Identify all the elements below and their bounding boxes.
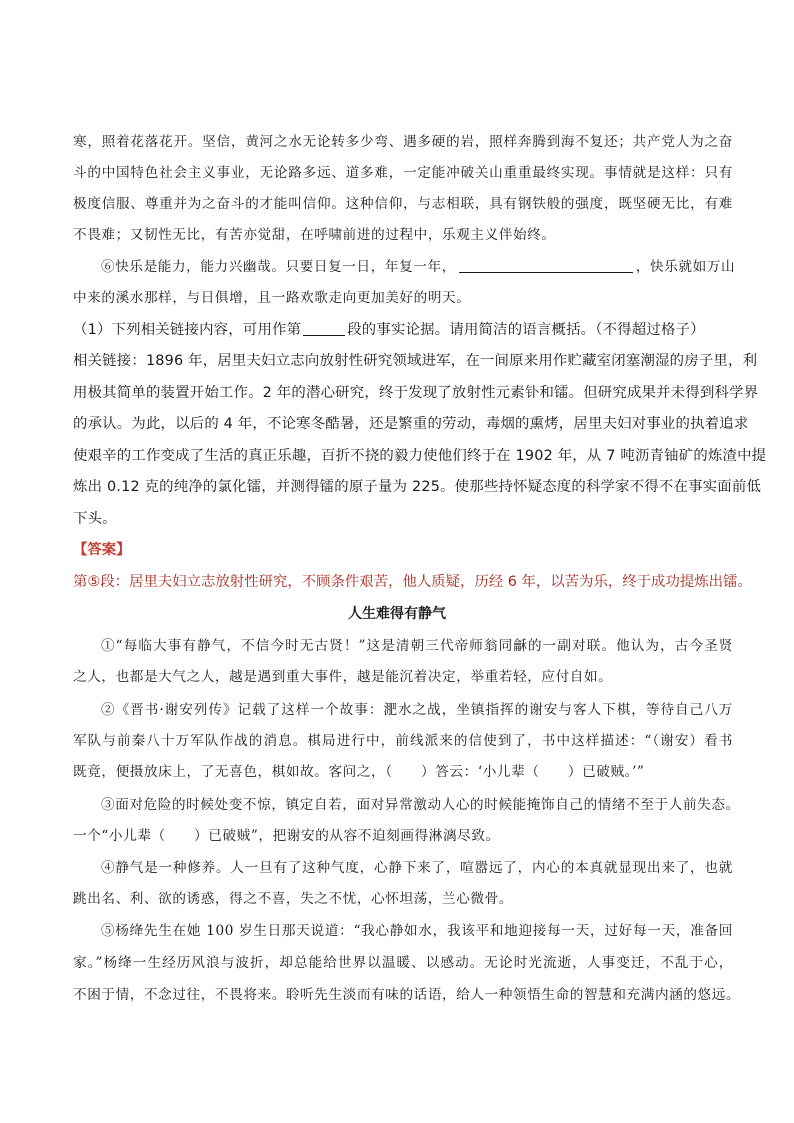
answer-text: 第⑤段：居里夫妇立志放射性研究，不顾条件艰苦，他人质疑，历经 6 年，以苦为乐，终于成功提炼出镭。	[73, 574, 752, 590]
essay-title: 人生难得有静气	[348, 606, 446, 622]
essay-line: ④静气是一种修养。人一旦有了这种气度，心静下来了，喧嚣远了，内心的本真就显现出来了，也就	[101, 860, 733, 876]
essay-line: 军队与前秦八十万军队作战的消息。棋局进行中，前线派来的信使到了，书中这样描述：“（谢安）看书	[73, 733, 733, 749]
essay-line: ③面对危险的时候处变不惊，镇定自若，面对异常激动人心的时候能掩饰自己的情绪不至于人前失态。	[101, 797, 740, 813]
passage-line: 极度信服、尊重并为之奋斗的才能叫信仰。这种信仰，与志相联，具有钢铁般的强度，既坚硬无比，有难	[73, 196, 733, 212]
link-line: 使艰辛的工作变成了生活的真正乐趣，百折不挠的毅力使他们终于在 1902 年，从 7 吨沥青铀矿的炼渣中提	[73, 448, 767, 464]
paragraph-6	[101, 257, 736, 277]
question-suffix: 段的事实论据。请用简洁的语言概括。（不得超过格子）	[347, 322, 705, 338]
essay-line: 家。”杨绛一生经历风浪与波折，却总能给世界以温暖、以感动。无论时光流逝，人事变迁，不乱于心，	[73, 955, 733, 971]
paragraph-6-end: ，快乐就如万山	[635, 259, 736, 275]
fill-blank[interactable]	[459, 258, 633, 273]
paragraph-6-start: ⑥快乐是能力，能力兴幽哉。只要日复一日，年复一年，	[101, 259, 456, 275]
link-line: 下头。	[73, 511, 117, 527]
essay-line: 不困于情，不念过往，不畏将来。聆听先生淡而有味的话语，给人一种领悟生命的智慧和充满内涵的悠远。	[73, 987, 741, 1003]
essay-line: ①“每临大事有静气，不信今时无古贤！”这是清朝三代帝师翁同龢的一副对联。他认为，古今圣贤	[101, 638, 733, 654]
essay-line: ②《晋书·谢安列传》记载了这样一个故事：淝水之战，坐镇指挥的谢安与客人下棋，等待自己八万	[101, 702, 733, 718]
passage-line: 斗的中国特色社会主义事业，无论路多远、道多难，一定能冲破关山重重最终实现。事情就是这样：只有	[73, 165, 733, 181]
essay-line: 跳出名、利、欲的诱惑，得之不喜，失之不忧，心怀坦荡，兰心微骨。	[73, 891, 514, 907]
link-line: 用极其简单的装置开始工作。2 年的潜心研究，终于发现了放射性元素钋和镭。但研究成果并未得到科学界	[73, 385, 759, 401]
passage-line: 中来的溪水那样，与日俱增，且一路欢歌走向更加美好的明天。	[73, 290, 471, 306]
link-line: 的承认。为此，以后的 4 年，不论寒冬酷暑，还是繁重的劳动，毒烟的熏烤，居里夫妇对事业的执着追求	[73, 416, 749, 432]
paragraph-number-blank[interactable]	[303, 321, 345, 336]
question-prefix: （1）下列相关链接内容，可用作第	[73, 322, 302, 338]
essay-line: ⑤杨绛先生在她 100 岁生日那天说道：“我心静如水，我该平和地迎接每一天，过好每一天，准备回	[101, 923, 733, 939]
essay-line: 之人，也都是大气之人，越是遇到重大事件，越是能沉着决定，举重若轻，应付自如。	[73, 669, 613, 685]
question-1	[73, 320, 733, 340]
passage-line: 不畏难；又韧性无比，有苦亦觉甜，在呼啸前进的过程中，乐观主义伴始终。	[73, 227, 556, 243]
essay-line: 一个“小儿辈（ ）已破贼”，把谢安的从容不迫刻画得淋漓尽致。	[73, 828, 500, 844]
essay-line: 既竟，便摄放床上，了无喜色，棋如故。客问之，（ ）答云：‘小儿辈（ ）已破贼。’”	[73, 764, 645, 780]
passage-line: 寒，照着花落花开。坚信，黄河之水无论转多少弯、遇多硬的岩，照样奔腾到海不复还；共产党人为之奋	[73, 134, 733, 150]
link-line: 相关链接：1896 年，居里夫妇立志向放射性研究领域进军，在一间原来用作贮藏室闭塞潮湿的房子里，利	[73, 353, 758, 369]
link-line: 炼出 0.12 克的纯净的氯化镭，并测得镭的原子量为 225。使那些持怀疑态度的科学家不得不在事实面前低	[73, 479, 762, 495]
answer-tag: 【答案】	[73, 542, 131, 558]
